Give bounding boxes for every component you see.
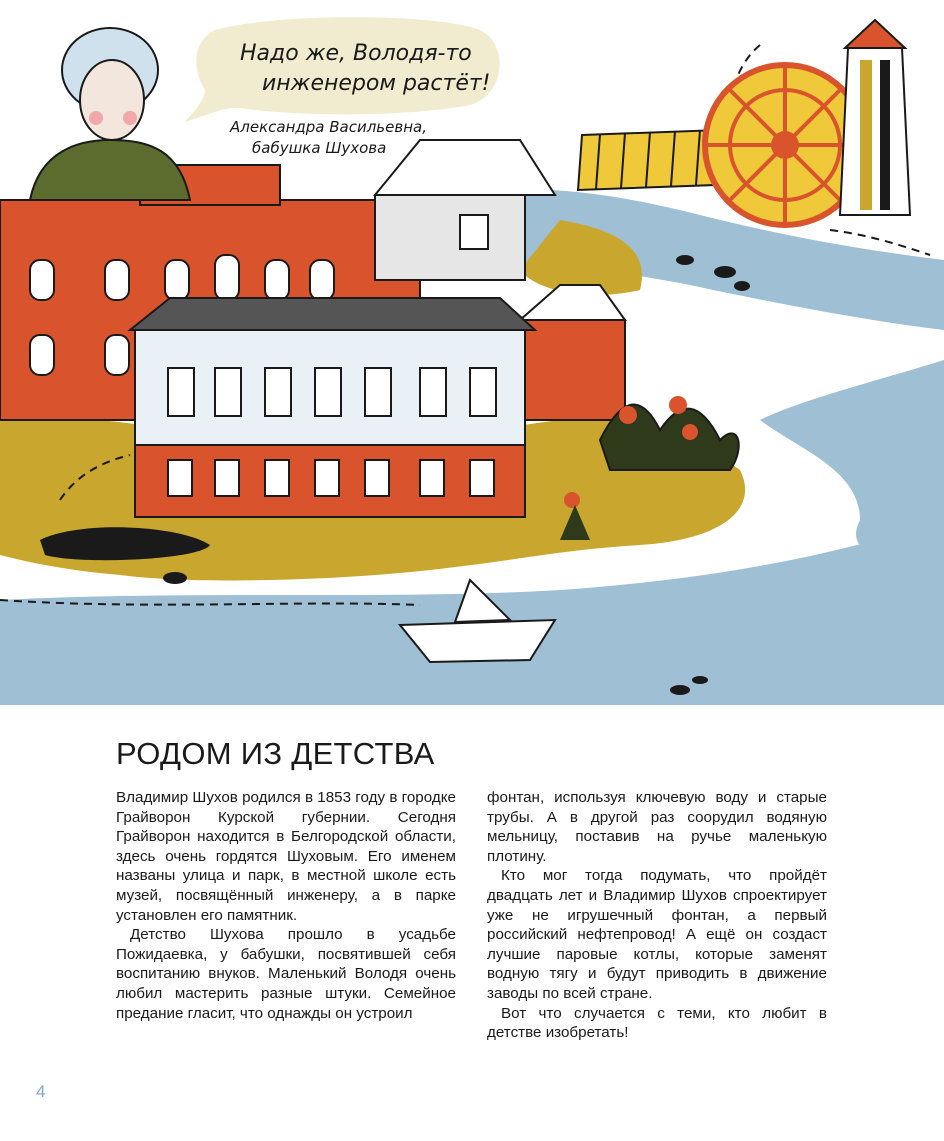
speech-line-1: Надо же, Володя-то <box>240 41 472 66</box>
grandmother-portrait <box>30 28 190 200</box>
page-number: 4 <box>36 1082 46 1101</box>
text-column-left <box>116 788 456 1023</box>
speech-bubble <box>185 17 500 122</box>
article-title: РОДОМ ИЗ ДЕТСТВА <box>116 736 435 771</box>
paragraph: Вот что случается с теми, кто любит в детстве изобретать! <box>487 1004 827 1042</box>
dam <box>578 130 720 190</box>
paragraph: Владимир Шухов родился в 1853 году в городке Грайворон Курской губернии. Сегодня Грайворон находится в Белгородской области, здесь очень гордятся Шуховым. Его именем названы улица и парк, в местной школе есть музей, посвящённый инженеру, а в парке установлен его памятник. <box>116 789 456 924</box>
mill-tower <box>840 20 910 215</box>
paragraph: фонтан, используя ключевую воду и старые трубы. А в другой раз соорудил водяную мельницу, поставив на ручье маленькую плотину. <box>487 789 827 865</box>
small-red-house <box>520 285 625 420</box>
paragraph: Детство Шухова прошло в усадьбе Пожидаевка, у бабушки, посвятившей себя воспитанию внуков. Маленький Володя очень любил мастерить разные штуки. Семейное предание гласит, что однажды он устроил <box>116 926 456 1022</box>
paragraph: Кто мог тогда подумать, что пройдёт двадцать лет и Владимир Шухов спроектирует уже не игрушечный фонтан, а первый российский нефтепровод! А ещё он создаст лучшие паровые котлы, которые заменят водную тягу и будут приводить в движение заводы по всей стране. <box>487 867 827 1002</box>
caption-line-1: Александра Васильевна, <box>230 118 427 136</box>
manor-house <box>130 298 535 517</box>
river-right <box>760 360 944 560</box>
speech-line-2: инженером растёт! <box>262 71 491 96</box>
text-column-right <box>487 788 827 1043</box>
caption-line-2: бабушка Шухова <box>252 139 387 157</box>
